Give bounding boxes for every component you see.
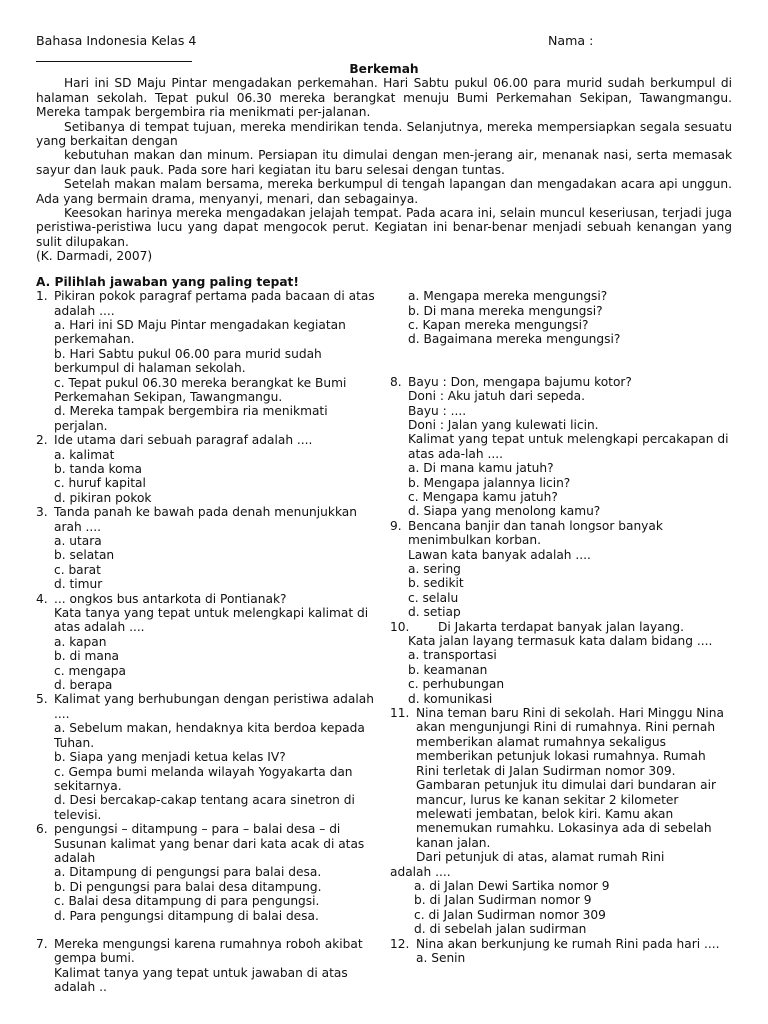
dialogue-line: Bayu : .... xyxy=(408,403,467,418)
question-number: 8. xyxy=(390,374,402,389)
question-prompt: Tanda panah ke bawah pada denah menunjukkan arah .... xyxy=(54,505,357,534)
question-prompt: Nina akan berkunjung ke rumah Rini pada hari .... xyxy=(416,936,720,951)
option: b. keamanan xyxy=(408,662,488,677)
subject-label: Bahasa Indonesia Kelas 4 xyxy=(36,33,197,48)
question-3 xyxy=(36,505,378,591)
question-6 xyxy=(36,822,378,923)
question-columns xyxy=(36,289,732,995)
left-column xyxy=(36,289,378,995)
paragraph: Hari ini SD Maju Pintar mengadakan perkemahan. Hari Sabtu pukul 06.00 para murid sudah berkumpul di halaman sekolah. Tepat pukul 06.30 mereka berangkat menuju Bumi Perkemahan Sekipan, Tawangmangu. Mereka tampak bergembira ria menikmati per-jalanan. xyxy=(36,76,732,120)
option: b. di Jalan Sudirman nomor 9 xyxy=(414,893,592,908)
option: a. Ditampung di pengungsi para balai desa. xyxy=(54,865,322,880)
option: d. Desi bercakap-cakap tentang acara sinetron di televisi. xyxy=(54,793,355,822)
option: b. sedikit xyxy=(408,576,464,591)
question-prompt: Di Jakarta terdapat banyak jalan layang. xyxy=(438,619,685,634)
question-number: 2. xyxy=(36,433,48,448)
option: d. Mereka tampak bergembira ria menikmati perjalan. xyxy=(54,404,328,433)
section-a-title: A. Pilihlah jawaban yang paling tepat! xyxy=(36,274,299,289)
dialogue-line: Doni : Aku jatuh dari sepeda. xyxy=(408,389,586,404)
option: c. Kapan mereka mengungsi? xyxy=(408,317,589,332)
question-number: 6. xyxy=(36,822,48,837)
option: c. huruf kapital xyxy=(54,476,146,491)
question-prompt: Pikiran pokok paragraf pertama pada bacaan di atas adalah .... xyxy=(54,289,375,318)
option: b. selatan xyxy=(54,548,115,563)
option: a. transportasi xyxy=(408,648,497,663)
question-prompt: Bencana banjir dan tanah longsor banyak menimbulkan korban. xyxy=(408,518,663,548)
question-prompt: pengungsi – ditampung – para – balai desa – di xyxy=(54,822,341,837)
option: a. Sebelum makan, hendaknya kita berdoa kepada Tuhan. xyxy=(54,721,365,750)
option: c. mengapa xyxy=(54,663,126,678)
question-12 xyxy=(390,937,732,966)
question-prompt: Kalimat yang berhubungan dengan peristiwa adalah .... xyxy=(54,692,374,721)
passage-text xyxy=(36,76,732,263)
option: a. utara xyxy=(54,534,102,548)
question-prompt: Kata jalan layang termasuk kata dalam bidang .... xyxy=(408,634,713,649)
paragraph: Setibanya di tempat tujuan, mereka mendirikan tenda. Selanjutnya, mereka mempersiapkan segala sesuatu yang berkaitan dengan xyxy=(36,119,732,149)
question-prompt: Kata tanya yang tepat untuk melengkapi kalimat di atas adalah .... xyxy=(54,606,369,635)
question-prompt: Nina teman baru Rini di sekolah. Hari Minggu Nina akan mengunjungi Rini di rumahnya. Rini pernah memberikan alamat rumahnya sekaligus memberikan petunjuk lokasi rumahnya. Rumah Rini terletak di Jalan Sudirman nomor 309. Gambaran petunjuk itu dimulai dari bundaran air mancur, lurus ke kanan sekitar 2 kilometer melewati jembatan, belok kiri. Kamu akan menemukan rumahku. Lokasinya ada di sebelah kanan jalan. xyxy=(416,706,724,850)
dialogue-line: Bayu : Don, mengapa bajumu kotor? xyxy=(408,374,632,389)
name-underline xyxy=(36,61,192,62)
question-5 xyxy=(36,692,378,822)
option: d. di sebelah jalan sudirman xyxy=(414,922,587,937)
option: d. timur xyxy=(54,577,103,592)
question-7 xyxy=(36,937,378,995)
right-column xyxy=(390,289,732,995)
option: c. barat xyxy=(54,562,101,577)
question-prompt: Mereka mengungsi karena rumahnya roboh akibat gempa bumi. xyxy=(54,936,363,966)
question-10 xyxy=(390,620,732,706)
option: d. Bagaimana mereka mengungsi? xyxy=(408,332,621,347)
option: a. sering xyxy=(408,562,461,576)
option: b. Di mana mereka mengungsi? xyxy=(408,303,603,318)
worksheet-page xyxy=(36,34,732,995)
name-label: Nama : xyxy=(548,33,594,48)
question-1 xyxy=(36,289,378,433)
option: c. Balai desa ditampung di para pengungsi. xyxy=(54,894,320,909)
option: a. Hari ini SD Maju Pintar mengadakan kegiatan perkemahan. xyxy=(54,317,346,347)
paragraph: kebutuhan makan dan minum. Persiapan itu dimulai dengan men-jerang air, menanak nasi, serta memasak sayur dan lauk pauk. Pada sore hari kegiatan itu baru selesai dengan tuntas. xyxy=(36,148,732,177)
option: c. Gempa bumi melanda wilayah Yogyakarta dan sekitarnya. xyxy=(54,764,353,793)
question-number: 3. xyxy=(36,505,48,520)
option: a. Mengapa mereka mengungsi? xyxy=(408,289,608,304)
option: a. kapan xyxy=(54,634,107,649)
option: c. selalu xyxy=(408,590,459,605)
option: c. Tepat pukul 06.30 mereka berangkat ke Bumi Perkemahan Sekipan, Tawangmangu. xyxy=(54,375,347,404)
question-number: 7. xyxy=(36,936,48,951)
question-11 xyxy=(390,706,732,864)
option: b. Mengapa jalannya licin? xyxy=(408,475,571,490)
option: b. Di pengungsi para balai desa ditampung. xyxy=(54,879,322,894)
spacer xyxy=(390,347,732,361)
question-9 xyxy=(390,519,732,620)
dialogue-line: Doni : Jalan yang kulewati licin. xyxy=(408,417,599,432)
option: b. tanda koma xyxy=(54,461,142,476)
question-prompt: adalah .... xyxy=(390,864,451,879)
option: b. Hari Sabtu pukul 06.00 para murid sudah berkumpul di halaman sekolah. xyxy=(54,346,322,376)
question-prompt: Lawan kata banyak adalah .... xyxy=(408,547,591,562)
option: a. kalimat xyxy=(54,447,115,462)
question-prompt: Ide utama dari sebuah paragraf adalah .... xyxy=(54,433,313,448)
question-7-options xyxy=(390,289,732,347)
paragraph: Setelah makan malam bersama, mereka berkumpul di tengah lapangan dan mengadakan acara api unggun. Ada yang bermain drama, menyanyi, menari, dan sebagainya. xyxy=(36,177,732,206)
option: d. setiap xyxy=(408,605,461,620)
spacer xyxy=(36,923,378,937)
spacer xyxy=(390,361,732,375)
option: a. Senin xyxy=(416,950,466,965)
passage-source: (K. Darmadi, 2007) xyxy=(36,249,153,264)
question-prompt: Kalimat yang tepat untuk melengkapi percakapan di atas ada-lah .... xyxy=(408,432,729,461)
question-number: 4. xyxy=(36,591,48,606)
paragraph: Keesokan harinya mereka mengadakan jelajah tempat. Pada acara ini, selain muncul keseriusan, terjadi juga peristiwa-peristiwa lucu yang dapat mengocok perut. Kegiatan ini benar-benar menjadi sebuah kenangan yang sulit dilupakan. xyxy=(36,206,732,249)
question-prompt: ... ongkos bus antarkota di Pontianak? xyxy=(54,591,287,606)
option: d. berapa xyxy=(54,678,113,693)
option: d. Siapa yang menolong kamu? xyxy=(408,504,601,519)
question-number: 9. xyxy=(390,518,402,533)
option: d. komunikasi xyxy=(408,691,493,706)
question-number: 10. xyxy=(390,619,410,634)
question-4 xyxy=(36,592,378,693)
question-prompt: Susunan kalimat yang benar dari kata acak di atas adalah xyxy=(54,836,365,865)
option: d. Para pengungsi ditampung di balai desa. xyxy=(54,908,319,923)
option: b. di mana xyxy=(54,649,120,664)
question-number: 12. xyxy=(390,936,410,951)
question-prompt: Dari petunjuk di atas, alamat rumah Rini xyxy=(416,850,665,865)
question-8 xyxy=(390,375,732,519)
option: b. Siapa yang menjadi ketua kelas IV? xyxy=(54,750,286,765)
question-11-options xyxy=(390,879,732,937)
question-2 xyxy=(36,433,378,505)
option: a. di Jalan Dewi Sartika nomor 9 xyxy=(414,878,610,893)
worksheet-header xyxy=(36,34,732,50)
option: c. Mengapa kamu jatuh? xyxy=(408,489,558,504)
option: a. Di mana kamu jatuh? xyxy=(408,461,554,476)
question-number: 5. xyxy=(36,692,48,707)
option: c. perhubungan xyxy=(408,677,505,692)
question-prompt: Kalimat tanya yang tepat untuk jawaban di atas adalah .. xyxy=(54,965,348,995)
question-number: 11. xyxy=(390,706,410,721)
option: d. pikiran pokok xyxy=(54,490,152,505)
question-number: 1. xyxy=(36,289,48,304)
passage-title: Berkemah xyxy=(349,62,419,76)
option: c. di Jalan Sudirman nomor 309 xyxy=(414,907,606,922)
